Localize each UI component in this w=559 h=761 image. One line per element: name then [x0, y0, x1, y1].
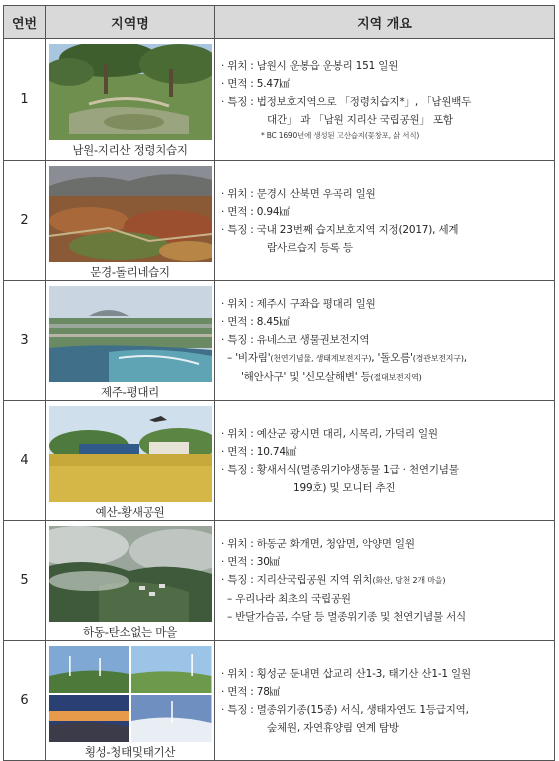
header-overview: 지역 개요 — [215, 6, 555, 39]
feature-text-cont: 숲체원, 자연휴양림 연계 탐방 — [267, 721, 399, 734]
region-photo — [49, 526, 212, 622]
location-text: · 위치 : 예산군 광시면 대리, 시목리, 가덕리 일원 — [221, 427, 438, 440]
feature-text: · 특징 : 유네스코 생물권보전지역 — [221, 333, 370, 346]
overview-cell — [215, 39, 555, 161]
region-photo — [49, 166, 212, 262]
area-text: · 면적 : 0.94㎢ — [221, 205, 290, 218]
feature-text: · 특징 : 법정보호지역으로 「정령치습지*」, 「남원백두 — [221, 95, 472, 108]
header-row — [4, 6, 555, 39]
area-text: · 면적 : 10.74㎢ — [221, 445, 297, 458]
table-row — [4, 521, 555, 641]
overview-cell — [215, 161, 555, 281]
table-row — [4, 641, 555, 761]
overview-cell — [215, 401, 555, 521]
feature-text-cont: 199호) 및 모니터 추진 — [293, 481, 396, 494]
overview-cell — [215, 281, 555, 401]
region-cell — [46, 641, 215, 761]
location-text: · 위치 : 하동군 화개면, 청암면, 악양면 일원 — [221, 538, 415, 550]
header-no: 연번 — [4, 6, 46, 39]
header-region: 지역명 — [46, 6, 215, 39]
row-number: 1 — [4, 39, 46, 161]
feature-sub-line: – 반달가슴곰, 수달 등 멸종위기종 및 천연기념물 서식 — [227, 611, 466, 623]
overview-cell — [215, 641, 555, 761]
feature-text: · 특징 : 국내 23번째 습지보호지역 지정(2017), 세계 — [221, 223, 459, 236]
region-caption: 횡성-청태및태기산 — [84, 745, 176, 759]
region-cell — [46, 521, 215, 641]
table-row — [4, 401, 555, 521]
region-caption: 하동-탄소없는 마을 — [83, 625, 177, 639]
feature-text: · 특징 : 황새서식(멸종위기야생동물 1급 · 천연기념물 — [221, 463, 459, 476]
region-caption: 제주-평대리 — [101, 385, 159, 399]
overview-cell — [215, 521, 555, 641]
area-text: · 면적 : 5.47㎢ — [221, 77, 290, 90]
table-row — [4, 161, 555, 281]
location-text: · 위치 : 문경시 산북면 우곡리 일원 — [221, 187, 376, 200]
region-cell — [46, 401, 215, 521]
region-table — [3, 5, 555, 761]
area-text: · 면적 : 78㎢ — [221, 685, 281, 698]
feature-text-cont: 람사르습지 등록 등 — [267, 241, 353, 254]
feature-text-cont: 대간」 과 「남원 지리산 국립공원」 포함 — [267, 113, 453, 126]
location-text: · 위치 : 남원시 운봉읍 운봉리 151 일원 — [221, 59, 399, 72]
area-text: · 면적 : 8.45㎢ — [221, 315, 290, 328]
row-number: 5 — [4, 521, 46, 641]
region-photo — [49, 286, 212, 382]
feature-text: · 특징 : 지리산국립공원 지역 위치(화산, 당천 2개 마을) — [221, 574, 446, 586]
row-number: 3 — [4, 281, 46, 401]
feature-text: · 특징 : 멸종위기종(15종) 서식, 생태자연도 1등급지역, — [221, 703, 469, 716]
location-text: · 위치 : 횡성군 둔내면 삽교리 산1-3, 태기산 산1-1 일원 — [221, 667, 471, 680]
region-cell — [46, 161, 215, 281]
row-number: 2 — [4, 161, 46, 281]
feature-sub-line: '해안사구' 및 '신모살해변' 등(절대보전지역) — [241, 370, 422, 383]
region-cell — [46, 281, 215, 401]
region-photo — [49, 406, 212, 502]
area-text: · 면적 : 30㎢ — [221, 556, 281, 568]
region-caption: 예산-황새공원 — [95, 505, 165, 519]
feature-sub-line: – 우리나라 최초의 국립공원 — [227, 593, 351, 605]
row-number: 6 — [4, 641, 46, 761]
region-caption: 남원-지리산 정령치습지 — [72, 143, 188, 157]
table-row — [4, 39, 555, 161]
region-photo-collage — [49, 646, 212, 742]
table-row — [4, 281, 555, 401]
feature-sub-line: – '비자림'(천연기념물, 생태계보전지구), '돌오름'(경관보전지구), — [227, 351, 467, 364]
region-cell — [46, 39, 215, 161]
region-caption: 문경-돌리네습지 — [90, 265, 170, 279]
footnote-text: * BC 1690년에 생성된 고산습지(꽃창포, 삵 서식) — [261, 130, 420, 140]
location-text: · 위치 : 제주시 구좌읍 평대리 일원 — [221, 297, 376, 310]
region-photo — [49, 44, 212, 140]
row-number: 4 — [4, 401, 46, 521]
